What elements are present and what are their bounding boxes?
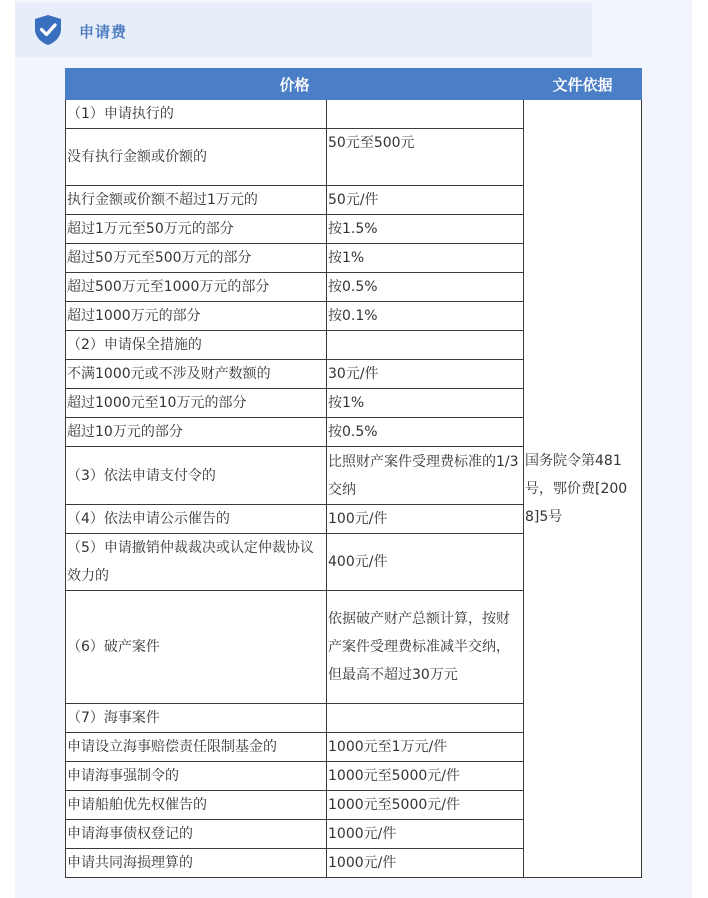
fee-item: （2）申请保全措施的 [66, 331, 327, 360]
shield-check-icon [33, 14, 63, 46]
fee-item: （7）海事案件 [66, 704, 327, 733]
fee-item: 超过50万元至500万元的部分 [66, 244, 327, 273]
fee-item: 执行金额或价额不超过1万元的 [66, 186, 327, 215]
fee-price: 比照财产案件受理费标准的1/3交纳 [327, 447, 524, 505]
fee-price: 1000元至5000元/件 [327, 791, 524, 820]
fee-item: 申请海事债权登记的 [66, 820, 327, 849]
fee-item: （6）破产案件 [66, 591, 327, 704]
fee-item: 超过10万元的部分 [66, 418, 327, 447]
fee-price: 按0.5% [327, 273, 524, 302]
column-header-price: 价格 [66, 69, 524, 100]
fee-price: 1000元至5000元/件 [327, 762, 524, 791]
fee-price: 按1% [327, 389, 524, 418]
fee-item: 超过500万元至1000万元的部分 [66, 273, 327, 302]
fee-item: 超过1万元至50万元的部分 [66, 215, 327, 244]
fee-price: 1000元/件 [327, 849, 524, 878]
fee-item: （1）申请执行的 [66, 100, 327, 129]
fee-item: （5）申请撤销仲裁裁决或认定仲裁协议效力的 [66, 534, 327, 591]
fee-item: 申请船舶优先权催告的 [66, 791, 327, 820]
fee-item: 没有执行金额或价额的 [66, 129, 327, 186]
fee-price: 按0.1% [327, 302, 524, 331]
fee-price: 50元/件 [327, 186, 524, 215]
fee-price: 依据破产财产总额计算，按财产案件受理费标准减半交纳，但最高不超过30万元 [327, 591, 524, 704]
fee-price: 1000元/件 [327, 820, 524, 849]
section-title: 申请费 [79, 23, 128, 41]
fee-price [327, 100, 524, 129]
basis-cell: 国务院令第481号，鄂价费[2008]5号 [524, 100, 642, 878]
fee-price: 按0.5% [327, 418, 524, 447]
fee-price: 1000元至1万元/件 [327, 733, 524, 762]
fee-item: （3）依法申请支付令的 [66, 447, 327, 505]
fee-price: 30元/件 [327, 360, 524, 389]
fee-price: 100元/件 [327, 505, 524, 534]
fee-item: 申请设立海事赔偿责任限制基金的 [66, 733, 327, 762]
fee-price [327, 331, 524, 360]
fee-price: 按1% [327, 244, 524, 273]
fee-price: 400元/件 [327, 534, 524, 591]
table-header-row [66, 69, 642, 100]
fee-item: 不满1000元或不涉及财产数额的 [66, 360, 327, 389]
section-header [15, 3, 592, 57]
fee-table [65, 68, 642, 878]
column-header-basis: 文件依据 [524, 69, 642, 100]
fee-price: 50元至500元 [327, 129, 524, 186]
fee-item: 申请共同海损理算的 [66, 849, 327, 878]
fee-item: 超过1000元至10万元的部分 [66, 389, 327, 418]
fee-item: （4）依法申请公示催告的 [66, 505, 327, 534]
fee-item: 超过1000万元的部分 [66, 302, 327, 331]
fee-price: 按1.5% [327, 215, 524, 244]
fee-price [327, 704, 524, 733]
table-row [66, 100, 642, 129]
fee-item: 申请海事强制令的 [66, 762, 327, 791]
